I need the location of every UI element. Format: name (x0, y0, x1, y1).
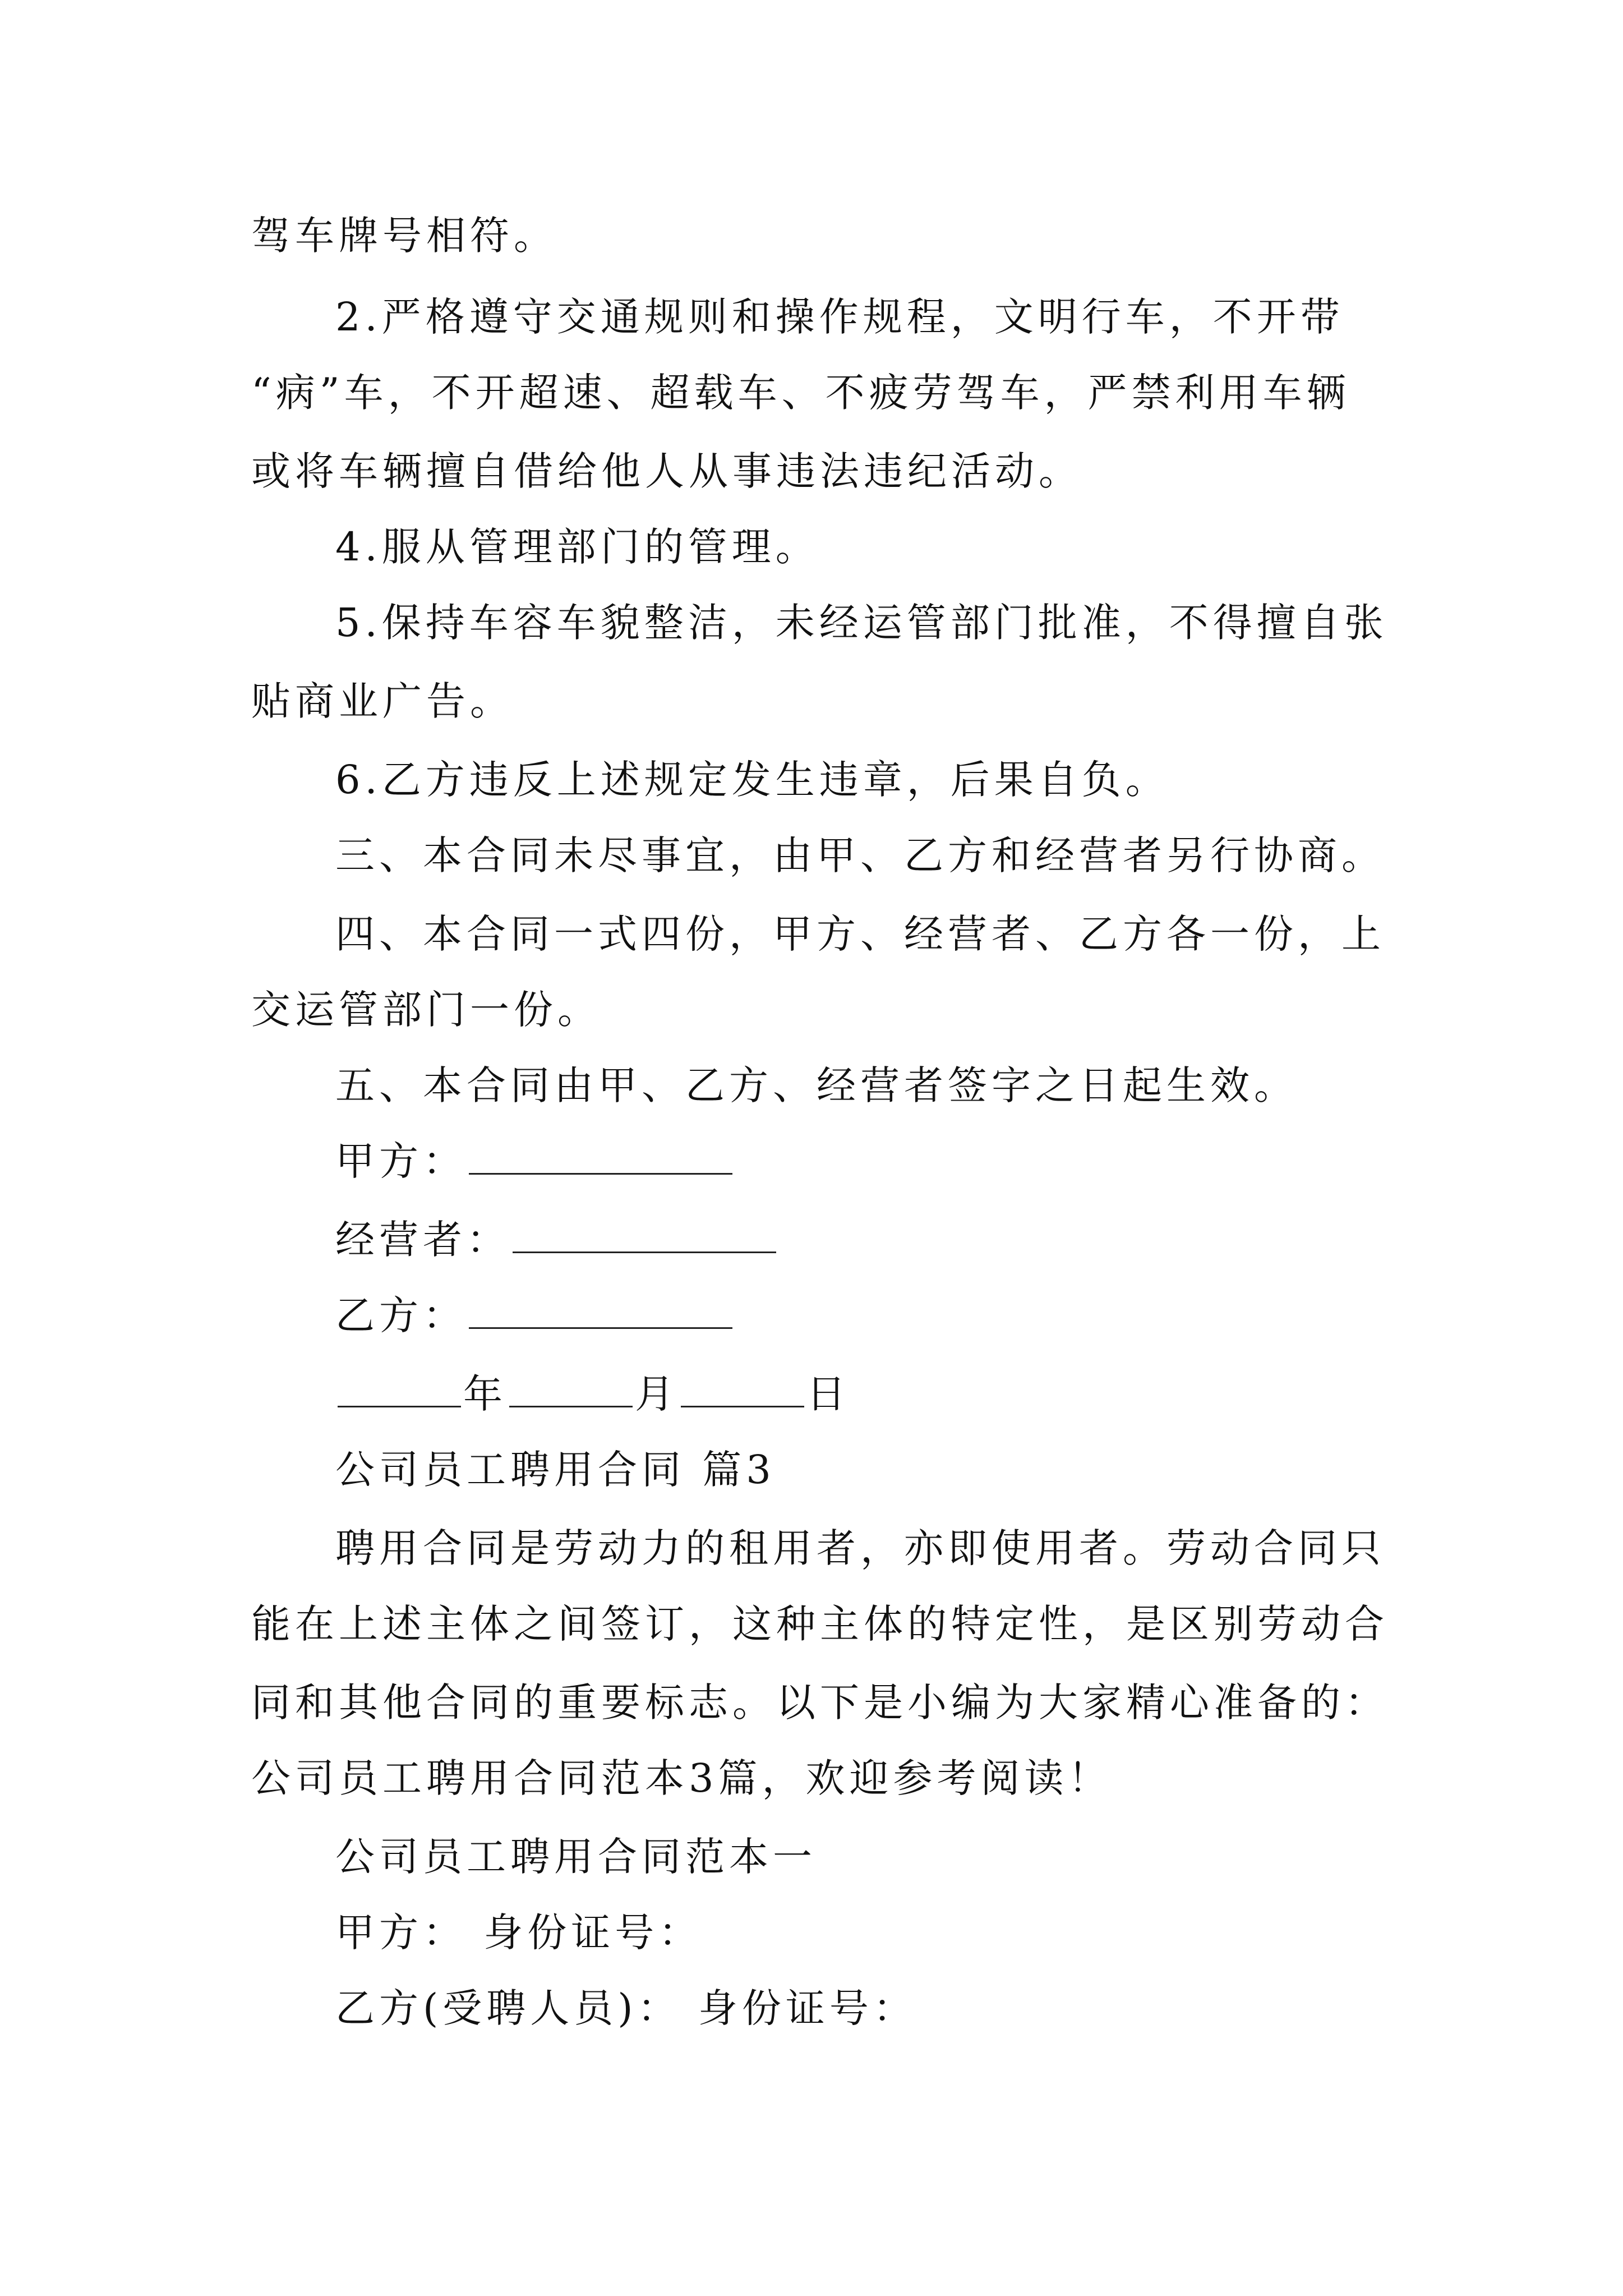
day-blank (681, 1372, 804, 1407)
intro-line: 聘用合同是劳动力的租用者，亦即使用者。劳动合同只 (335, 1525, 1385, 1571)
year-label: 年 (463, 1371, 507, 1417)
text-line: 驾车牌号相符。 (251, 213, 557, 259)
signature-label: 甲方： (335, 1138, 467, 1184)
text-line: “病”车，不开超速、超载车、不疲劳驾车，严禁利用车辆 (251, 370, 1350, 416)
signature-party-a (335, 1136, 735, 1186)
signature-party-b (335, 1290, 735, 1341)
signature-label: 乙方： (335, 1292, 467, 1338)
text-line: 贴商业广告。 (251, 678, 514, 724)
text-line: 或将车辆擅自借给他人从事违法违纪活动。 (251, 448, 1082, 494)
signature-blank (469, 1294, 732, 1329)
text-line: 5.保持车容车貌整洁，未经运管部门批准，不得擅自张 (335, 600, 1388, 646)
intro-line: 公司员工聘用合同范本3篇，欢迎参考阅读！ (251, 1755, 1112, 1801)
month-blank (509, 1372, 633, 1407)
text-line: 交运管部门一份。 (251, 987, 601, 1033)
signature-operator (335, 1214, 778, 1265)
sample-title: 公司员工聘用合同范本一 (335, 1834, 817, 1880)
party-b-line: 乙方(受聘人员)： 身份证号： (335, 1985, 917, 2031)
party-a-line: 甲方： 身份证号： (335, 1910, 703, 1955)
date-line (335, 1369, 850, 1419)
intro-line: 能在上述主体之间签订，这种主体的特定性，是区别劳动合 (251, 1601, 1389, 1647)
signature-blank (513, 1218, 776, 1253)
text-line: 6.乙方违反上述规定发生违章，后果自负。 (335, 757, 1169, 803)
month-label: 月 (635, 1371, 679, 1417)
section-title: 公司员工聘用合同 篇3 (335, 1447, 776, 1493)
intro-line: 同和其他合同的重要标志。以下是小编为大家精心准备的： (251, 1680, 1389, 1726)
signature-blank (469, 1139, 732, 1175)
year-blank (338, 1372, 461, 1407)
signature-label: 经营者： (335, 1217, 510, 1263)
text-line: 2.严格遵守交通规则和操作规程，文明行车，不开带 (335, 294, 1344, 340)
day-label: 日 (806, 1371, 850, 1417)
text-line: 五、本合同由甲、乙方、经营者签字之日起生效。 (335, 1062, 1298, 1108)
text-line: 四、本合同一式四份，甲方、经营者、乙方各一份，上 (335, 911, 1385, 957)
text-line: 三、本合同未尽事宜，由甲、乙方和经营者另行协商。 (335, 832, 1385, 878)
text-line: 4.服从管理部门的管理。 (335, 524, 819, 570)
